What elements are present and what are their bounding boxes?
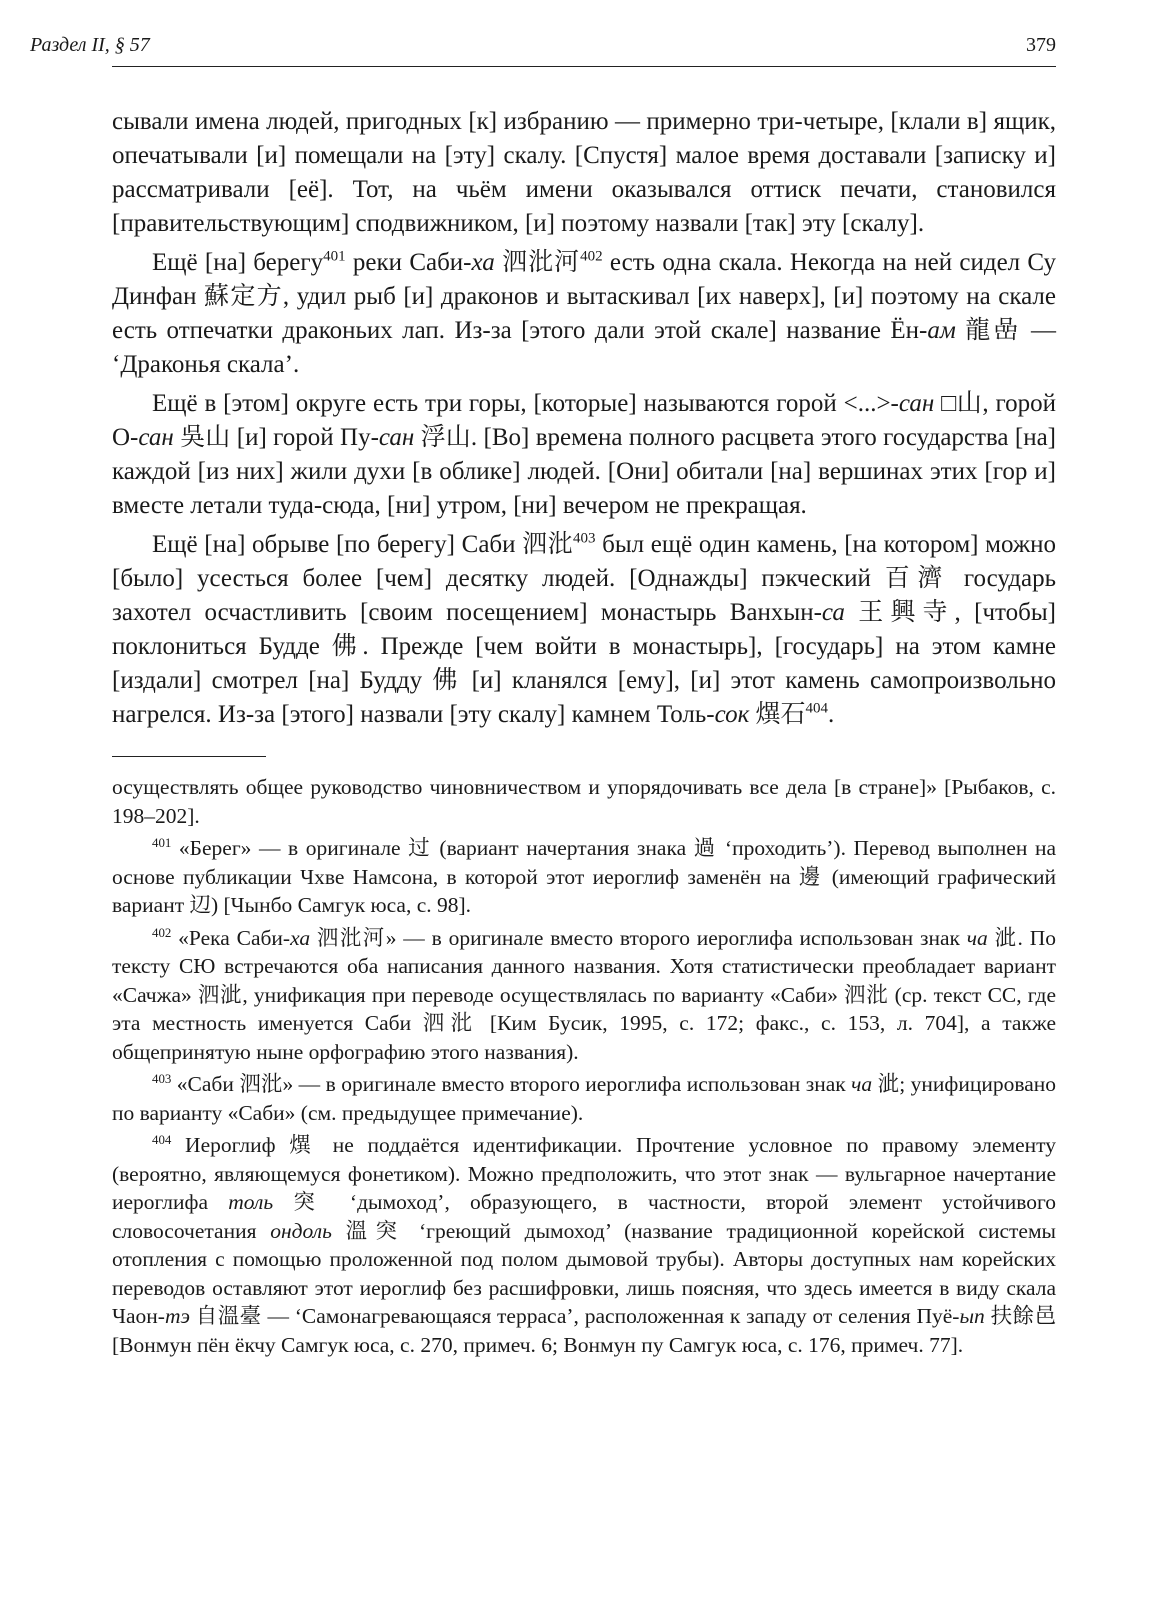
footnote-402: $^{402}$ «Река Саби-ха 泗沘河» — в оригинале вместо второго иероглифа использован знак ча 泚. По тексту СЮ встречаются оба написания данного названия. Хотя статистически преобладает вариант «Сачжа» 泗泚, унификация при переводе осуществлялась по варианту «Саби» 泗沘 (ср. текст СС, где эта местность именуется Саби 泗沘 [Ким Бусик, 1995, с. 172; факс., с. 153, л. 704], а также общепринятую ныне орфографию этого названия). xyxy=(112,925,1057,1064)
main-text xyxy=(112,105,1056,732)
paragraph-3: Ещё в [этом] округе есть три горы, [которые] называются горой <...>-сан □山, горой О-сан 吳山 [и] горой Пу-сан 浮山. [Во] времена полного расцвета этого государства [на] каждой [из них] жили духи [в облике] людей. [Они] обитали [на] вершинах этих [гор и] вместе летали туда-сюда, [ни] утром, [ни] вечером не прекращая. xyxy=(112,390,1057,519)
paragraph-2: Ещё [на] берегу$^{401}$ реки Саби-ха 泗沘河$^{402}$ есть одна скала. Некогда на ней сидел Су Динфан 蘇定方, удил рыб [и] драконов и вытаскивал [их наверх], [и] поэтому на скале есть отпечатки драконьих лап. Из-за [этого дали этой скале] название Ён-ам 龍嵒 — ‘Драконья скала’. xyxy=(112,248,1056,378)
paragraph-1: сывали имена людей, пригодных [к] избранию — примерно три-четыре, [клали в] ящик, опечатывали [и] помещали на [эту] скалу. [Спустя] малое время доставали [записку и] рассматривали [её]. Тот, на чьём имени оказывался оттиск печати, становился [правительствующим] сподвижником, [и] поэтому назвали [так] эту [скалу]. xyxy=(112,108,1056,237)
footnote-401: $^{401}$ «Берег» — в оригинале 过 (вариант начертания знака 過 ‘проходить’). Перевод выполнен на основе публикации Чхве Намсона, в которой этот иероглиф заменён на 邊 (имеющий графический вариант 辺) [Чынбо Самгук юса, с. 98]. xyxy=(112,835,1056,917)
footnote-continuation: осуществлять общее руководство чиновничеством и упорядочивать все дела [в стране]» [Рыбаков, с. 198–202]. xyxy=(112,775,1056,828)
section-title: Раздел II, § 57 xyxy=(30,34,150,56)
page-number: 379 xyxy=(1026,34,1056,56)
footnotes xyxy=(112,773,1056,1359)
paragraph-4: Ещё [на] обрыве [по берегу] Саби 泗沘$^{403}$ был ещё один камень, [на котором] можно [было] усесться более [чем] десятку людей. [Однажды] пэкческий 百濟 государь захотел осчастливить [своим посещением] монастырь Ванхын-са 王興寺, [чтобы] поклониться Будде 佛. Прежде [чем войти в монастырь], [государь] на этом камне [издали] смотрел [на] Будду 佛 [и] кланялся [ему], [и] этот камень самопроизвольно нагрелся. Из-за [этого] назвали [эту скалу] камнем Толь-сок 熼石$^{404}$. xyxy=(112,530,1056,728)
book-page xyxy=(30,28,1057,1363)
footnote-403: $^{403}$ «Саби 泗沘» — в оригинале вместо второго иероглифа использован знак ча 泚; унифицировано по варианту «Саби» (см. предыдущее примечание). xyxy=(112,1071,1057,1125)
footnote-404: $^{404}$ Иероглиф 熼 не поддаётся идентификации. Прочтение условное по правому элементу (вероятно, являющемуся фонетиком). Можно предположить, что этот знак — вульгарное начертание иероглифа толь 突 ‘дымоход’, образующего, в частности, второй элемент устойчивого словосочетания ондоль 溫突 ‘греющий дымоход’ (название традиционной корейской системы отопления с помощью проложенной под полом дымовой трубы). Авторы доступных нам корейских переводов оставляют этот иероглиф без расшифровки, лишь поясняя, что здесь имеется в виду скала Чаон-тэ 自溫臺 — ‘Самонагревающаяся терраса’, расположенная к западу от селения Пуё-ып 扶餘邑 [Вонмун пён ёкчу Самгук юса, с. 270, примеч. 6; Вонмун пу Самгук юса, с. 176, примеч. 77]. xyxy=(112,1132,1056,1357)
footnote-separator xyxy=(112,756,266,757)
running-header xyxy=(30,28,1056,67)
